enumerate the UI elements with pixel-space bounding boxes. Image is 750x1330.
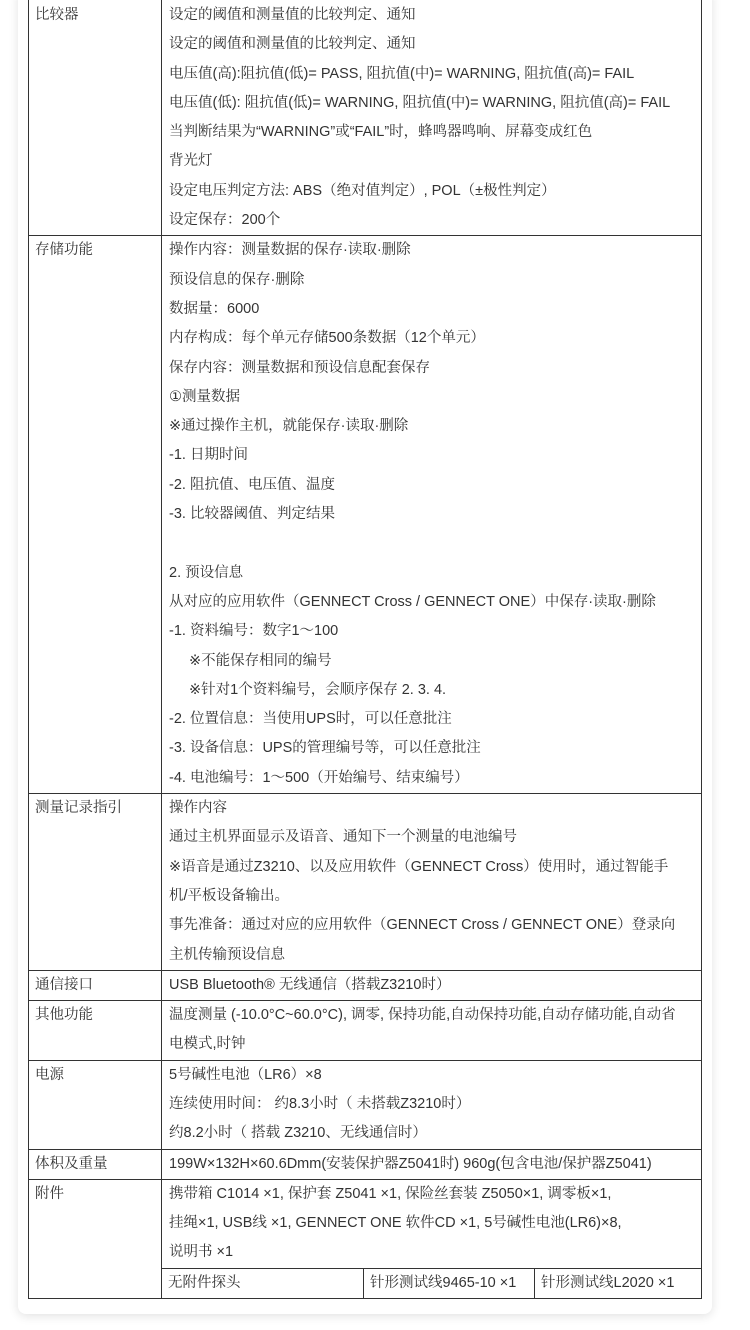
text-line: 背光灯 [169, 153, 213, 170]
row-content [162, 794, 702, 971]
text-line: 内存构成：每个单元存储500条数据（12个单元） [169, 330, 485, 347]
text-line: 携带箱 C1014 ×1, 保护套 Z5041 ×1, 保险丝套装 Z5050×1, 调零板×1, [169, 1185, 612, 1202]
row-label [29, 0, 162, 236]
text-line: -2. 阻抗值、电压值、温度 [169, 476, 335, 493]
row-storage [29, 236, 702, 794]
spec-table [28, 0, 702, 1299]
text-line: 设定的阈值和测量值的比较判定、通知 [169, 7, 416, 23]
row-label [29, 1060, 162, 1149]
probe-l2020-cell: 针形测试线L2020 ×1 [535, 1268, 702, 1298]
text-line: 5号碱性电池（LR6）×8 [169, 1066, 322, 1083]
probe-9465-cell: 针形测试线9465-10 ×1 [364, 1268, 535, 1298]
text-line: 保存内容：测量数据和预设信息配套保存 [169, 359, 430, 376]
row-label [29, 1149, 162, 1179]
row-other [29, 1001, 702, 1061]
text-line: 主机传输预设信息 [169, 946, 285, 963]
row-content [162, 1179, 702, 1268]
text-line: 操作内容 [169, 800, 227, 817]
text-line: 设定保存：200个 [169, 212, 281, 229]
row-content [162, 236, 702, 794]
text-line: 操作内容：测量数据的保存·读取·删除 [169, 242, 411, 259]
label-power: 电源 [35, 1066, 64, 1083]
text-line: ※针对1个资料编号，会顺序保存 2. 3. 4. [189, 681, 447, 698]
label-accessories: 附件 [35, 1185, 64, 1202]
text-line: 预设信息的保存·删除 [169, 271, 305, 288]
row-label [29, 236, 162, 794]
row-label [29, 1179, 162, 1298]
text-line: 2. 预设信息 [169, 564, 244, 581]
row-comparator [29, 0, 702, 236]
text-line: 设定的阈值和测量值的比较判定、通知 [169, 36, 416, 53]
text-line: -2. 位置信息：当使用UPS时，可以任意批注 [169, 711, 452, 728]
row-label [29, 970, 162, 1000]
label-other: 其他功能 [35, 1007, 93, 1024]
row-content [162, 1001, 702, 1061]
text-line: 数据量：6000 [169, 300, 260, 317]
text-line: 电压值(低): 阻抗值(低)= WARNING, 阻抗值(中)= WARNING, 阻抗值(高)= FAIL [169, 94, 671, 111]
row-label [29, 794, 162, 971]
row-content [162, 1149, 702, 1179]
text-line: -1. 日期时间 [169, 447, 248, 464]
text-line: 说明书 ×1 [169, 1244, 234, 1261]
label-interface: 通信接口 [35, 976, 93, 993]
text-line: -3. 比较器阈值、判定结果 [169, 506, 335, 523]
text-line: 199W×132H×60.6Dmm(安装保护器Z5041时) 960g(包含电池/保护器Z5041) [169, 1155, 652, 1172]
text-line: ①测量数据 [169, 388, 240, 405]
text-line: -3. 设备信息：UPS的管理编号等，可以任意批注 [169, 740, 481, 757]
text-line: 挂绳×1, USB线 ×1, GENNECT ONE 软件CD ×1, 5号碱性电池(LR6)×8, [169, 1215, 622, 1232]
text-line: -4. 电池编号：1～500（开始编号、结束编号） [169, 769, 469, 786]
text-line: 当判断结果为“WARNING”或“FAIL”时，蜂鸣器鸣响、屏幕变成红色 [169, 124, 593, 141]
row-power [29, 1060, 702, 1149]
row-content [162, 0, 702, 236]
text-line: 设定电压判定方法: ABS（绝对值判定）, POL（±极性判定） [169, 182, 556, 199]
row-interface [29, 970, 702, 1000]
text-line: 通过主机界面显示及语音、通知下一个测量的电池编号 [169, 829, 517, 846]
text-line: ※不能保存相同的编号 [189, 652, 332, 669]
label-guide: 测量记录指引 [35, 800, 122, 817]
label-comparator: 比较器 [35, 7, 79, 23]
row-content [162, 1060, 702, 1149]
text-line: -1. 资料编号：数字1～100 [169, 623, 339, 640]
text-line: 从对应的应用软件（GENNECT Cross / GENNECT ONE）中保存·读取·删除 [169, 593, 656, 610]
probe-none-cell: 无附件探头 [162, 1268, 364, 1298]
text-line: 电压值(高):阻抗值(低)= PASS, 阻抗值(中)= WARNING, 阻抗值(高)= FAIL [169, 65, 635, 82]
row-label [29, 1001, 162, 1061]
row-accessories [29, 1179, 702, 1268]
text-line: ※语音是通过Z3210、以及应用软件（GENNECT Cross）使用时，通过智能手 [169, 858, 669, 875]
text-line: 约8.2小时（ 搭载 Z3210、无线通信时） [169, 1125, 427, 1142]
text-line: 温度测量 (-10.0°C~60.0°C), 调零, 保持功能,自动保持功能,自动存储功能,自动省 [169, 1007, 676, 1024]
label-size: 体积及重量 [35, 1155, 108, 1172]
row-size [29, 1149, 702, 1179]
text-line: 机/平板设备输出。 [169, 887, 290, 904]
text-line: 电模式,时钟 [169, 1036, 246, 1053]
text-line: ※通过操作主机，就能保存·读取·删除 [169, 418, 409, 435]
text-line: USB Bluetooth® 无线通信（搭载Z3210时） [169, 976, 451, 993]
blank-line [169, 529, 697, 558]
row-content [162, 970, 702, 1000]
label-storage: 存储功能 [35, 242, 93, 259]
row-guide [29, 794, 702, 971]
text-line: 事先准备：通过对应的应用软件（GENNECT Cross / GENNECT ONE）登录向 [169, 917, 676, 934]
text-line: 连续使用时间： 约8.3小时（ 未搭载Z3210时） [169, 1095, 471, 1112]
